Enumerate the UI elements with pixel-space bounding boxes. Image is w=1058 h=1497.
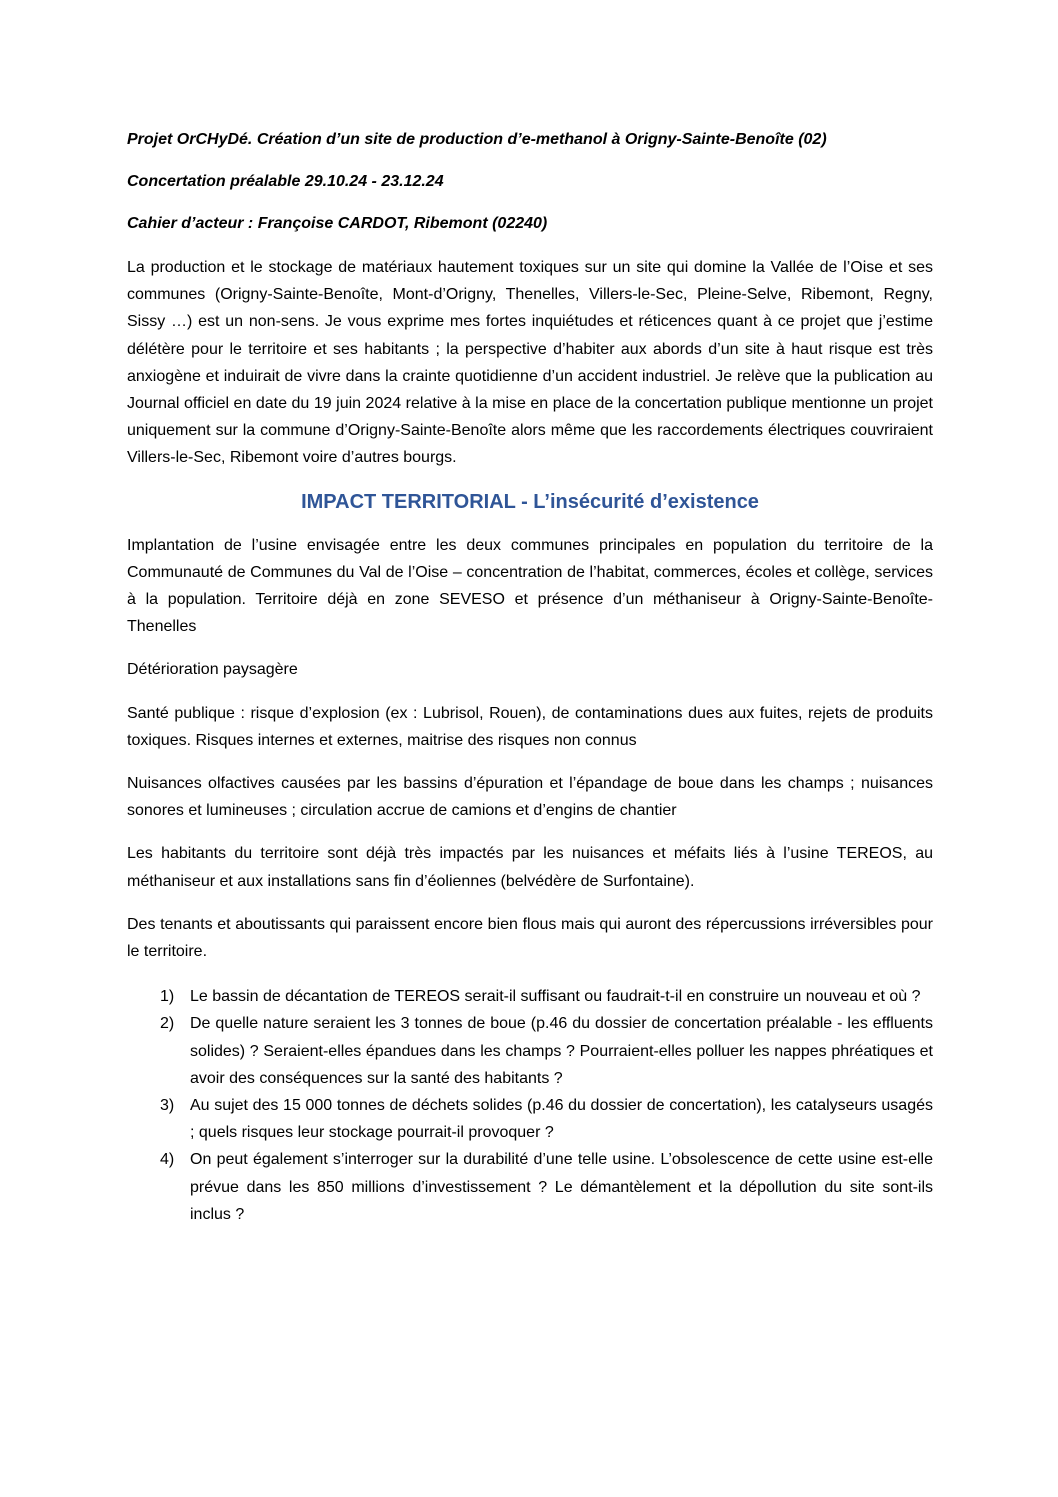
section-title: IMPACT TERRITORIAL - L’insécurité d’existence (301, 490, 759, 513)
question-text: Le bassin de décantation de TEREOS serait-il suffisant ou faudrait-t-il en construire un nouveau et où ? (190, 988, 921, 1006)
list-item (127, 1010, 933, 1092)
question-text: De quelle nature seraient les 3 tonnes de boue (p.46 du dossier de concertation préalable - les effluents solides) ? Seraient-elles épandues dans les champs ? Pourraient-elles polluer les nappes phréatiques et avoir des conséquences sur la santé des habitants ? (190, 1015, 933, 1087)
question-number: 1) (160, 988, 175, 1006)
section-paragraph-tenants: Des tenants et aboutissants qui paraissent encore bien flous mais qui auront des répercussions irréversibles pour le territoire. (127, 915, 933, 961)
section-paragraph-paysage: Détérioration paysagère (127, 661, 298, 679)
question-number: 3) (160, 1097, 175, 1115)
cahier-acteur: Cahier d’acteur : Françoise CARDOT, Ribemont (02240) (127, 215, 548, 232)
questions-list (127, 983, 933, 1228)
list-item (127, 1092, 933, 1146)
project-title: Projet OrCHyDé. Création d’un site de production d’e-methanol à Origny-Sainte-Benoîte (02) (127, 131, 827, 148)
section-paragraph-implantation: Implantation de l’usine envisagée entre les deux communes principales en population du territoire de la Communauté de Communes du Val de l’Oise – concentration de l’habitat, commerces, écoles et collège, services à la population. Territoire déjà en zone SEVESO et présence d’un méthaniseur à Origny-Sainte-Benoîte-Thenelles (127, 536, 933, 636)
intro-paragraph: La production et le stockage de matériaux hautement toxiques sur un site qui domine la Vallée de l’Oise et ses communes (Origny-Sainte-Benoîte, Mont-d’Origny, Thenelles, Villers-le-Sec, Pleine-Selve, Ribemont, Regny, Sissy …) est un non-sens. Je vous exprime mes fortes inquiétudes et réticences quant à ce projet que j’estime délétère pour le territoire et ses habitants ; la perspective d’habiter aux abords d’un site à haut risque est très anxiogène et induirait de vivre dans la crainte quotidienne d’un accident industriel. Je relève que la publication au Journal officiel en date du 19 juin 2024 relative à la mise en place de la concertation publique mentionne un projet uniquement sur la commune d’Origny-Sainte-Benoîte alors même que les raccordements électriques couvriraient Villers-le-Sec, Ribemont voire d’autres bourgs. (127, 259, 933, 467)
list-item (127, 1146, 933, 1228)
question-text: On peut également s’interroger sur la durabilité d’une telle usine. L’obsolescence de cette usine est-elle prévue dans les 850 millions d’investissement ? Le démantèlement et la dépollution du site sont-ils inclus ? (190, 1151, 933, 1223)
question-number: 4) (160, 1151, 175, 1169)
list-item (127, 983, 933, 1010)
concertation-dates: Concertation préalable 29.10.24 - 23.12.24 (127, 173, 444, 190)
section-paragraph-sante: Santé publique : risque d’explosion (ex : Lubrisol, Rouen), de contaminations dues aux fuites, rejets de produits toxiques. Risques internes et externes, maitrise des risques non connus (127, 704, 933, 749)
question-text: Au sujet des 15 000 tonnes de déchets solides (p.46 du dossier de concertation), les catalyseurs usagés ; quels risques leur stockage pourrait-il provoquer ? (190, 1097, 933, 1142)
section-paragraph-habitants: Les habitants du territoire sont déjà très impactés par les nuisances et méfaits liés à l’usine TEREOS, au méthaniseur et aux installations sans fin d’éoliennes (belvédère de Surfontaine). (127, 845, 933, 890)
question-number: 2) (160, 1015, 175, 1033)
section-paragraph-nuisances: Nuisances olfactives causées par les bassins d’épuration et l’épandage de boue dans les champs ; nuisances sonores et lumineuses ; circulation accrue de camions et d’engins de chantier (127, 775, 933, 820)
document-page (127, 128, 933, 1228)
